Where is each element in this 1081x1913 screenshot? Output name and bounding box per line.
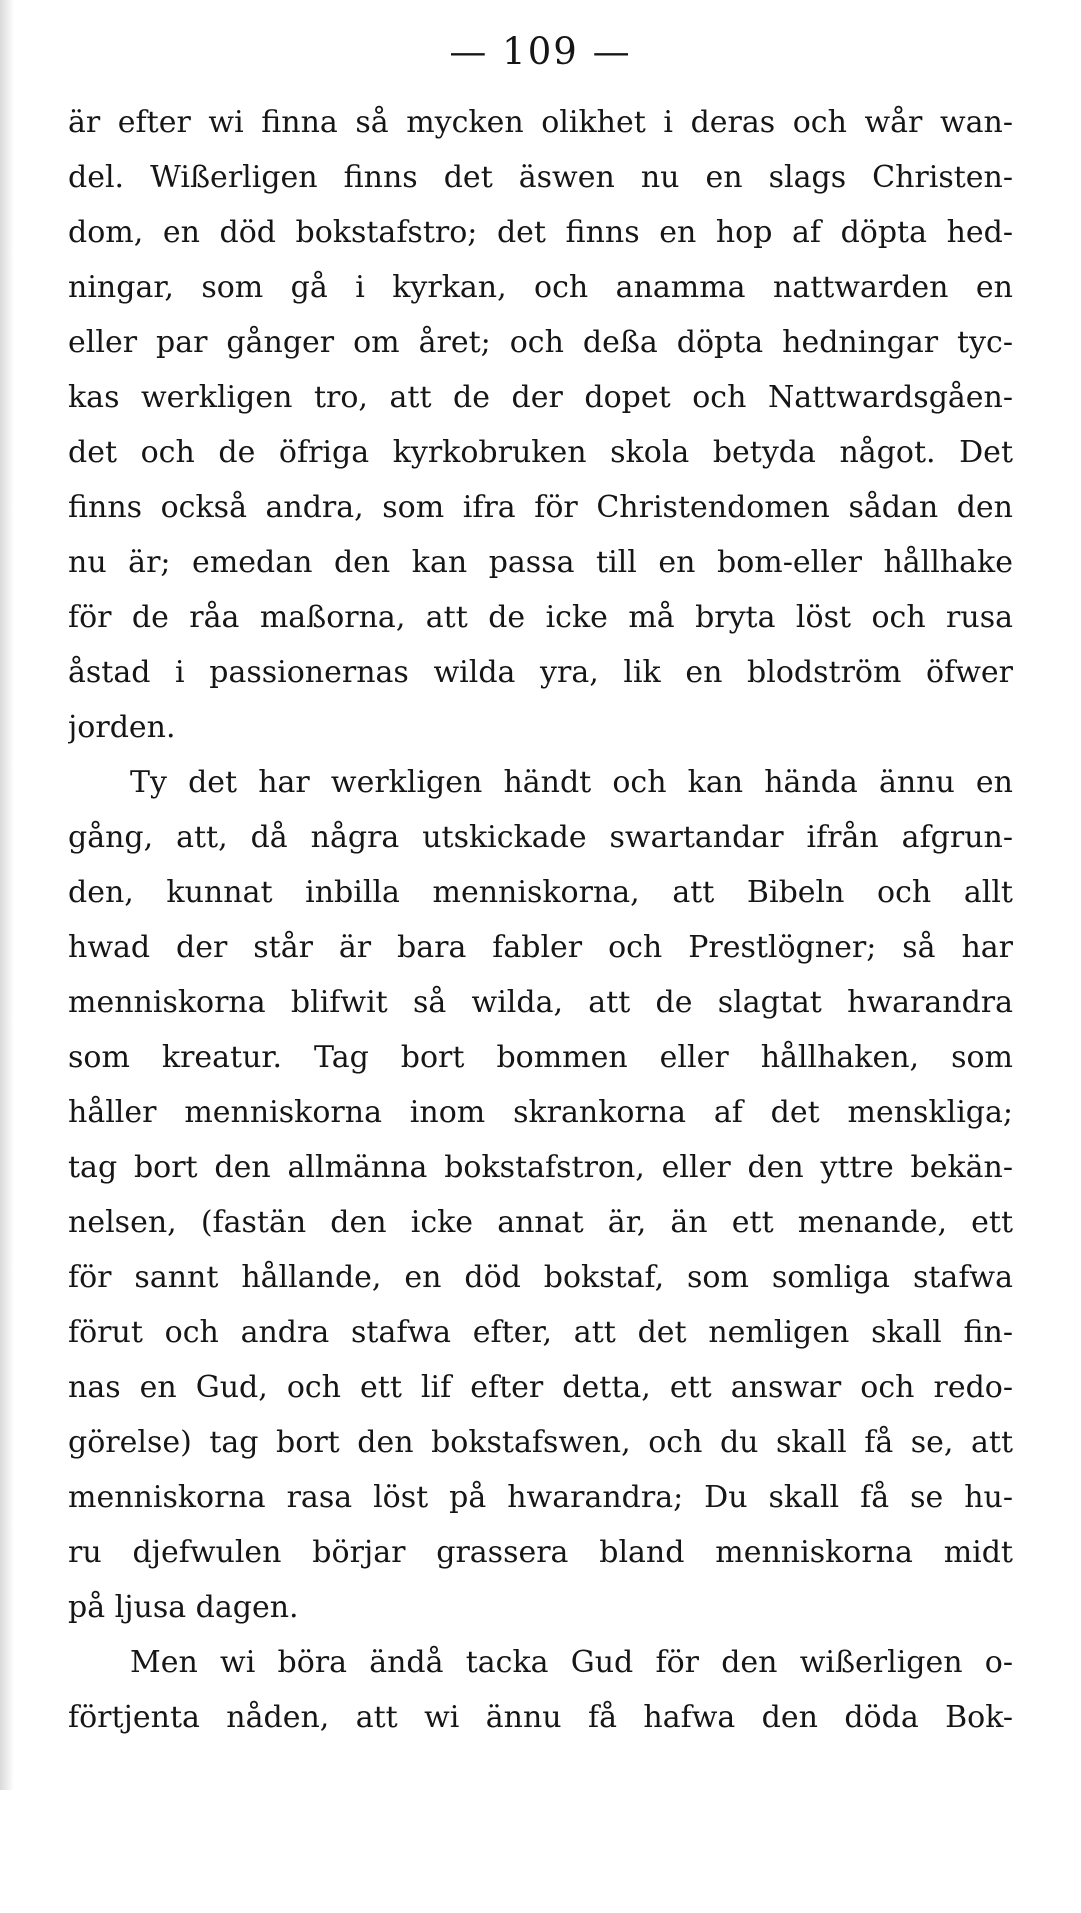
text-line: menniskorna blifwit så wilda, att de slagtat hwarandra [68,985,1013,1020]
text-line: nelsen, (fastän den icke annat är, än ett menande, ett [68,1205,1013,1240]
text-line: ru djefwulen börjar grassera bland menniskorna midt [68,1535,1013,1570]
text-line: det och de öfriga kyrkobruken skola betyda något. Det [68,435,1013,470]
text-line: håller menniskorna inom skrankorna af det menskliga; [68,1095,1013,1130]
page-edge-shadow [0,0,14,1790]
text-line: dom, en död bokstafstro; det finns en hop af döpta hed- [68,215,1013,250]
text-line: jorden. [68,710,176,745]
paragraph-1 [68,95,1013,755]
paragraph-3 [68,1635,1013,1745]
text-line: ningar, som gå i kyrkan, och anamma nattwarden en [68,270,1013,305]
text-line: förut och andra stafwa efter, att det nemligen skall fin- [68,1315,1013,1350]
page-number: — 109 — [449,30,632,73]
text-line: gång, att, då några utskickade swartandar ifrån afgrun- [68,820,1013,855]
text-line: hwad der står är bara fabler och Prestlögner; så har [68,930,1013,965]
text-line: kas werkligen tro, att de der dopet och Nattwardsgåen- [68,380,1013,415]
text-line: Ty det har werkligen händt och kan hända ännu en [130,765,1013,800]
text-line: Men wi böra ändå tacka Gud för den wißerligen o- [130,1645,1013,1680]
text-line: görelse) tag bort den bokstafswen, och du skall få se, att [68,1425,1013,1460]
text-line: är efter wi finna så mycken olikhet i deras och wår wan- [68,105,1013,140]
text-line: som kreatur. Tag bort bommen eller hållhaken, som [68,1040,1013,1075]
text-line: åstad i passionernas wilda yra, lik en blodström öfwer [68,655,1013,690]
text-line: på ljusa dagen. [68,1590,299,1625]
text-line: nu är; emedan den kan passa till en bom-eller hållhake [68,545,1013,580]
text-line: nas en Gud, och ett lif efter detta, ett answar och redo- [68,1370,1013,1405]
text-line: eller par gånger om året; och deßa döpta hedningar tyc- [68,325,1013,360]
body-text [68,95,1013,1745]
text-line: del. Wißerligen finns det äswen nu en slags Christen- [68,160,1013,195]
text-line: för de råa maßorna, att de icke må bryta löst och rusa [68,600,1013,635]
text-line: finns också andra, som ifra för Christendomen sådan den [68,490,1013,525]
paragraph-2 [68,755,1013,1635]
text-line: för sannt hållande, en död bokstaf, som somliga stafwa [68,1260,1013,1295]
text-line: den, kunnat inbilla menniskorna, att Bibeln och allt [68,875,1013,910]
text-line: tag bort den allmänna bokstafstron, eller den yttre bekän- [68,1150,1013,1185]
text-line: förtjenta nåden, att wi ännu få hafwa den döda Bok- [68,1700,1013,1735]
text-line: menniskorna rasa löst på hwarandra; Du skall få se hu- [68,1480,1013,1515]
